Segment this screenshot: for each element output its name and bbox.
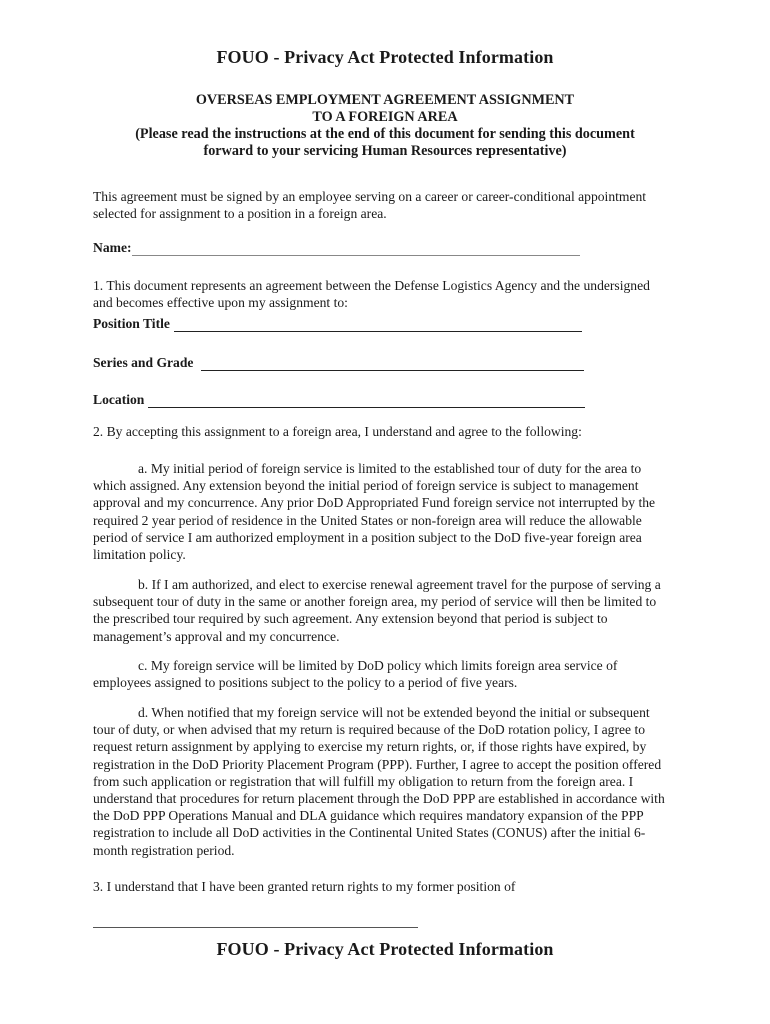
paragraph-d-line-3: request return assignment by applying to exercise my return rights, or, if those rights have expired, by (93, 739, 647, 755)
position-title-field[interactable] (93, 315, 693, 332)
paragraph-d-line-9: month registration period. (93, 842, 235, 858)
series-grade-field[interactable] (93, 354, 693, 371)
footnote-divider (93, 927, 418, 928)
series-grade-input-line[interactable] (201, 358, 584, 371)
paragraph-a-line-4: required 2 year period of residence in the United States or non-foreign area will reduce the allowable (93, 512, 642, 528)
paragraph-a-line-3: approval and my concurrence. Any prior DoD Appropriated Fund foreign service not interrupted by the (93, 495, 656, 511)
document-title (0, 92, 770, 160)
name-input-line[interactable] (132, 243, 580, 256)
title-line-3: (Please read the instructions at the end of this document for sending this document (135, 126, 635, 142)
paragraph-b-line-4: management’s approval and my concurrence. (93, 628, 340, 644)
paragraph-d-line-7: the DoD PPP Operations Manual and DLA guidance which requires mandatory expansion of the PPP (93, 808, 644, 824)
intro-paragraph (93, 188, 693, 222)
location-label: Location (93, 392, 145, 407)
section-1-line-2: and becomes effective upon my assignment to: (93, 295, 348, 311)
section-3: 3. I understand that I have been granted return rights to my former position of (93, 879, 516, 894)
paragraph-d-line-2: tour of duty, or when advised that my return is required because of the DoD rotation policy, I agree to (93, 722, 646, 738)
paragraph-c (93, 657, 693, 691)
paragraph-b-line-3: the prescribed tour required by such agreement. Any extension beyond that period is subject to (93, 611, 608, 627)
header-banner: FOUO - Privacy Act Protected Information (216, 47, 554, 67)
paragraph-c-line-2: employees assigned to positions subject to the policy to a period of five years. (93, 675, 518, 691)
paragraph-c-line-1: c. My foreign service will be limited by DoD policy which limits foreign area service of (138, 658, 618, 673)
paragraph-b-line-2: subsequent tour of duty in the same or another foreign area, my period of service will then be limited to (93, 594, 657, 610)
paragraph-a-line-5: period of service I am authorized employment in a position subject to the DoD five-year foreign area (93, 529, 642, 545)
footer-banner: FOUO - Privacy Act Protected Information (216, 939, 554, 959)
paragraph-d-line-1: d. When notified that my foreign service will not be extended beyond the initial or subsequent (138, 705, 650, 720)
name-field[interactable] (93, 239, 693, 256)
paragraph-d (93, 704, 693, 859)
position-title-input-line[interactable] (174, 319, 582, 332)
title-line-2: TO A FOREIGN AREA (312, 109, 458, 125)
paragraph-a-line-6: limitation policy. (93, 547, 186, 563)
paragraph-d-line-8: registration to include all DoD activities in the Continental United States (CONUS) after the initial 6- (93, 825, 646, 841)
series-grade-label: Series and Grade (93, 355, 194, 370)
intro-line-2: selected for assignment to a position in a foreign area. (93, 206, 387, 222)
position-title-label: Position Title (93, 316, 170, 331)
paragraph-a-line-1: a. My initial period of foreign service is limited to the established tour of duty for the area to (138, 461, 642, 476)
paragraph-b-line-1: b. If I am authorized, and elect to exercise renewal agreement travel for the purpose of serving a (138, 577, 661, 592)
location-input-line[interactable] (148, 395, 585, 408)
name-label: Name: (93, 240, 132, 255)
paragraph-d-line-4: registration in the DoD Priority Placement Program (PPP). Further, I agree to accept the position offered (93, 756, 662, 772)
location-field[interactable] (93, 391, 693, 408)
paragraph-d-line-6: understand that procedures for return placement through the DoD PPP are established in accordance with (93, 791, 665, 807)
paragraph-d-line-5: from such application or registration that will fulfill my obligation to return from the foreign area. I (93, 773, 634, 789)
paragraph-a-line-2: which assigned. Any extension beyond the initial period of foreign service is subject to management (93, 478, 639, 494)
section-1 (93, 277, 693, 311)
paragraph-b (93, 576, 693, 645)
intro-line-1: This agreement must be signed by an employee serving on a career or career-conditional appointment (93, 189, 647, 204)
paragraph-a (93, 460, 693, 563)
section-1-line-1: 1. This document represents an agreement between the Defense Logistics Agency and the undersigned (93, 278, 650, 293)
title-line-4: forward to your servicing Human Resources representative) (203, 143, 567, 159)
title-line-1: OVERSEAS EMPLOYMENT AGREEMENT ASSIGNMENT (195, 92, 575, 108)
section-2-heading: 2. By accepting this assignment to a foreign area, I understand and agree to the following: (93, 424, 582, 439)
